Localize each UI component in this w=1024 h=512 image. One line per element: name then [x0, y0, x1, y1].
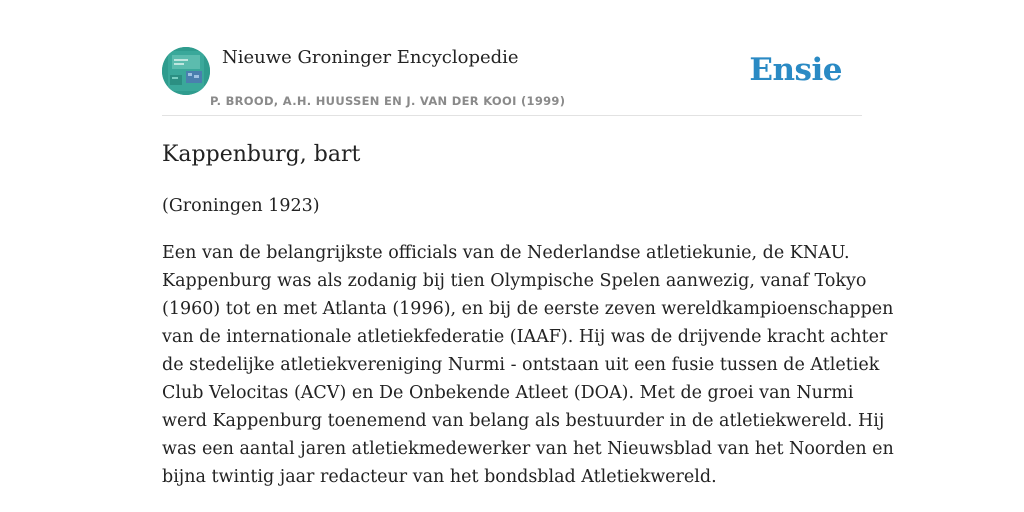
- entry-subtitle: (Groningen 1923): [162, 196, 320, 216]
- body-line: Club Velocitas (ACV) en De Onbekende Atleet (DOA). Met de groei van Nurmi: [162, 383, 854, 403]
- ensie-logo[interactable]: Ensie: [749, 52, 842, 88]
- publication-title[interactable]: Nieuwe Groninger Encyclopedie: [222, 47, 519, 68]
- body-line: Een van de belangrijkste officials van de Nederlandse atletiekunie, de KNAU.: [162, 243, 850, 263]
- publication-authors: P. BROOD, A.H. HUUSSEN EN J. VAN DER KOOI (1999): [210, 94, 566, 108]
- body-line: was een aantal jaren atletiekmedewerker van het Nieuwsblad van het Noorden en: [162, 439, 894, 459]
- publication-header: [162, 46, 862, 116]
- body-line: (1960) tot en met Atlanta (1996), en bij de eerste zeven wereldkampioenschappen: [162, 299, 894, 319]
- entry-body: [162, 239, 894, 491]
- body-line: bijna twintig jaar redacteur van het bondsblad Atletiekwereld.: [162, 467, 717, 487]
- book-cover-icon: [162, 47, 210, 95]
- body-line: van de internationale atletiekfederatie (IAAF). Hij was de drijvende kracht achter: [162, 327, 888, 347]
- body-line: Kappenburg was als zodanig bij tien Olympische Spelen aanwezig, vanaf Tokyo: [162, 271, 867, 291]
- body-line: de stedelijke atletiekvereniging Nurmi - ontstaan uit een fusie tussen de Atletiek: [162, 355, 880, 375]
- body-line: werd Kappenburg toenemend van belang als bestuurder in de atletiekwereld. Hij: [162, 411, 885, 431]
- entry-title: Kappenburg, bart: [162, 142, 361, 167]
